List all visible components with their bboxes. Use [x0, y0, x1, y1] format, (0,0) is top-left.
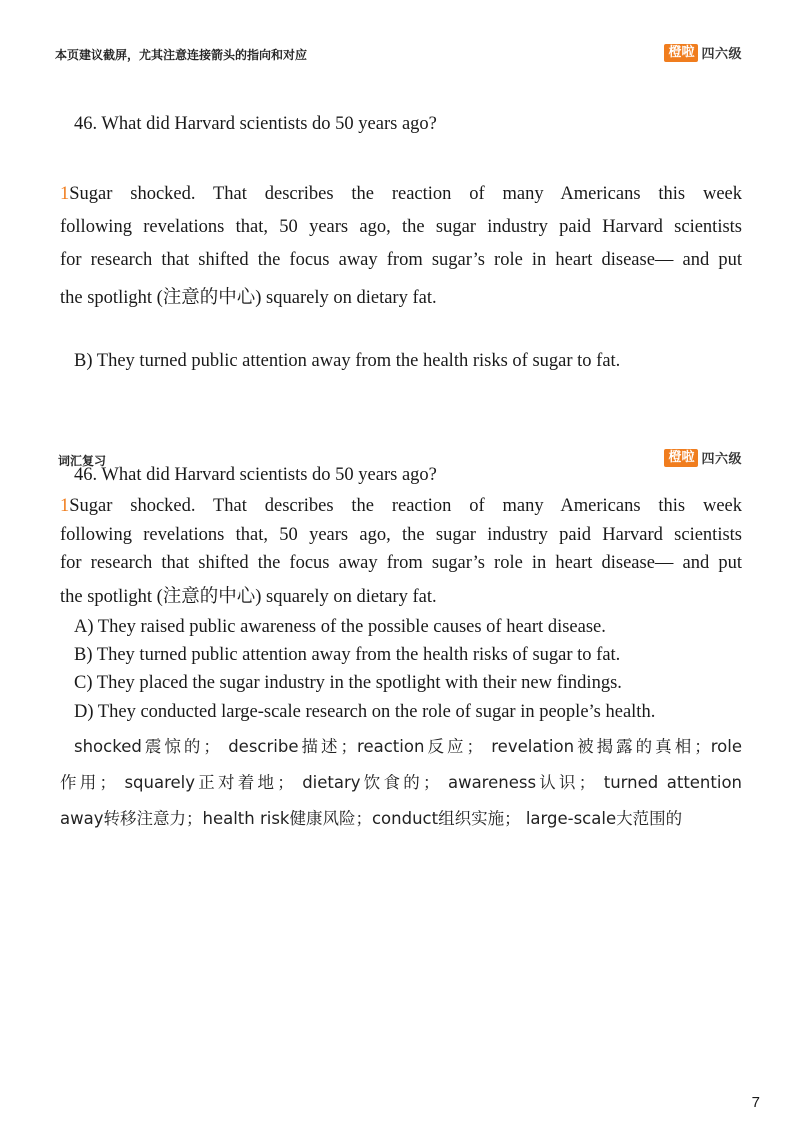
- option-d: D) They conducted large-scale research on the role of sugar in people’s health.: [74, 702, 656, 722]
- vocab-line-3: away转移注意力；health risk健康风险；conduct组织实施； large-scale大范围的: [60, 809, 683, 828]
- option-c: C) They placed the sugar industry in the spotlight with their new findings.: [74, 673, 622, 693]
- passage-1-line-2: following revelations that, 50 years ago, the sugar industry paid Harvard scientists: [60, 217, 742, 237]
- vocabulary-list: [60, 729, 742, 837]
- page-number: 7: [751, 1094, 760, 1111]
- paragraph-marker-2: 1: [60, 496, 70, 516]
- section-label: 词汇复习: [58, 454, 107, 468]
- brand-logo: [664, 43, 742, 62]
- brand-level: 四六级: [701, 47, 742, 62]
- vocab-line-1: shocked震惊的； describe描述；reaction反应； revelation被揭露的真相；role: [74, 737, 742, 756]
- passage-2-line-4: the spotlight (注意的中心) squarely on dietary fat.: [60, 586, 437, 607]
- passage-1-line-3: for research that shifted the focus away from sugar’s role in heart disease— and put: [60, 250, 742, 270]
- passage-1-line-1: 1Sugar shocked. That describes the reaction of many Americans this week: [60, 184, 742, 204]
- question-1: 46. What did Harvard scientists do 50 years ago?: [74, 114, 437, 134]
- vocab-line-2: 作用； squarely正对着地； dietary饮食的； awareness认识； turned attention: [60, 773, 742, 792]
- passage-1-line-4: the spotlight (注意的中心) squarely on dietary fat.: [60, 288, 437, 308]
- question-2: 46. What did Harvard scientists do 50 years ago?: [74, 465, 437, 485]
- brand-highlight: 橙啦: [664, 44, 698, 62]
- passage-1: [60, 178, 742, 315]
- passage-2: [60, 492, 742, 611]
- passage-2-line-3: for research that shifted the focus away from sugar’s role in heart disease— and put: [60, 553, 742, 573]
- page-instruction: 本页建议截屏，尤其注意连接箭头的指向和对应: [55, 48, 308, 62]
- brand-logo-2: [664, 448, 742, 467]
- answer-1: B) They turned public attention away from the health risks of sugar to fat.: [74, 351, 621, 371]
- brand-level-2: 四六级: [701, 452, 742, 467]
- passage-2-line-2: following revelations that, 50 years ago, the sugar industry paid Harvard scientists: [60, 524, 742, 545]
- option-a: A) They raised public awareness of the possible causes of heart disease.: [74, 617, 606, 637]
- paragraph-marker: 1: [60, 184, 70, 204]
- brand-highlight-2: 橙啦: [664, 449, 698, 467]
- passage-2-line-1: 1Sugar shocked. That describes the reaction of many Americans this week: [60, 496, 742, 516]
- option-b: B) They turned public attention away from the health risks of sugar to fat.: [74, 645, 621, 665]
